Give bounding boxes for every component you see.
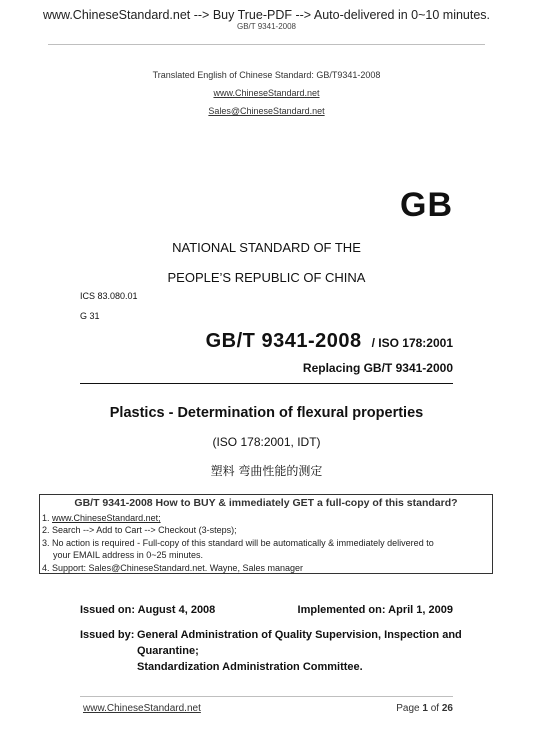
list-item: 2. Search --> Add to Cart --> Checkout (3-steps); — [42, 525, 237, 536]
gb-logo-mark: GB — [400, 186, 453, 224]
issued-by-label: Issued by: — [80, 629, 135, 641]
issue-dates — [80, 604, 453, 616]
footer-website — [83, 703, 201, 714]
translated-line: Translated English of Chinese Standard: GB/T9341-2008 — [152, 70, 381, 80]
step-text: Search --> Add to Cart --> Checkout (3-steps); — [52, 525, 237, 536]
national-standard-heading — [0, 233, 533, 293]
implemented-on: Implemented on: April 1, 2009 — [297, 604, 453, 616]
purchase-heading: GB/T 9341-2008 How to BUY & immediately GET a full-copy of this standard? — [74, 497, 458, 509]
purchase-info-box — [39, 494, 493, 574]
standard-number — [206, 330, 453, 353]
list-item: 1. www.ChineseStandard.net; — [42, 513, 161, 523]
header-divider — [48, 44, 485, 45]
footer-divider — [80, 696, 453, 697]
top-banner[interactable]: www.ChineseStandard.net --> Buy True-PDF --> Auto-delivered in 0~10 minutes. — [42, 8, 491, 22]
list-item: 4. Support: Sales@ChineseStandard.net. Wayne, Sales manager — [42, 562, 303, 573]
replacing-standard: Replacing GB/T 9341-2000 — [302, 361, 453, 375]
national-line-1: NATIONAL STANDARD OF THE — [172, 240, 361, 255]
list-item: 3. No action is required - Full-copy of this standard will be automatically & immediately delivered to your EMAIL address in 0~25 minutes. — [40, 537, 492, 562]
page-total: 26 — [441, 703, 453, 714]
step-text: Support: Sales@ChineseStandard.net. Wayne, Sales manager — [52, 562, 303, 573]
issued-by-authority-2: Standardization Administration Committee. — [137, 661, 363, 673]
ics-code: ICS 83.080.01 — [80, 291, 138, 301]
website-link[interactable]: www.ChineseStandard.net — [213, 88, 320, 98]
issued-by-authority-1: General Administration of Quality Supervision, Inspection and Quarantine; — [137, 629, 462, 657]
running-header-doc-code: GB/T 9341-2008 — [236, 22, 296, 31]
document-title: Plastics - Determination of flexural properties — [109, 405, 424, 421]
page-current: 1 — [422, 703, 428, 714]
page-indicator: Page 1 of 26 — [396, 703, 453, 714]
email-link[interactable]: Sales@ChineseStandard.net — [208, 106, 325, 116]
step-website-link[interactable]: www.ChineseStandard.net; — [52, 513, 161, 523]
document-iso-equivalence: (ISO 178:2001, IDT) — [212, 435, 321, 449]
footer-website-link[interactable]: www.ChineseStandard.net — [83, 703, 201, 714]
standard-code: GB/T 9341-2008 — [205, 330, 362, 352]
iso-reference: / ISO 178:2001 — [371, 336, 453, 350]
step-text: No action is required - Full-copy of this standard will be automatically & immediately delivered to — [52, 537, 434, 548]
title-divider — [80, 383, 453, 384]
step-text-continuation: your EMAIL address in 0~25 minutes. — [53, 550, 203, 561]
document-title-chinese: 塑料 弯曲性能的测定 — [210, 464, 323, 478]
national-line-2: PEOPLE’S REPUBLIC OF CHINA — [167, 270, 366, 285]
classification-code: G 31 — [80, 311, 100, 321]
purchase-steps — [40, 512, 492, 574]
translation-header — [0, 66, 533, 120]
issued-on: Issued on: August 4, 2008 — [80, 604, 216, 616]
